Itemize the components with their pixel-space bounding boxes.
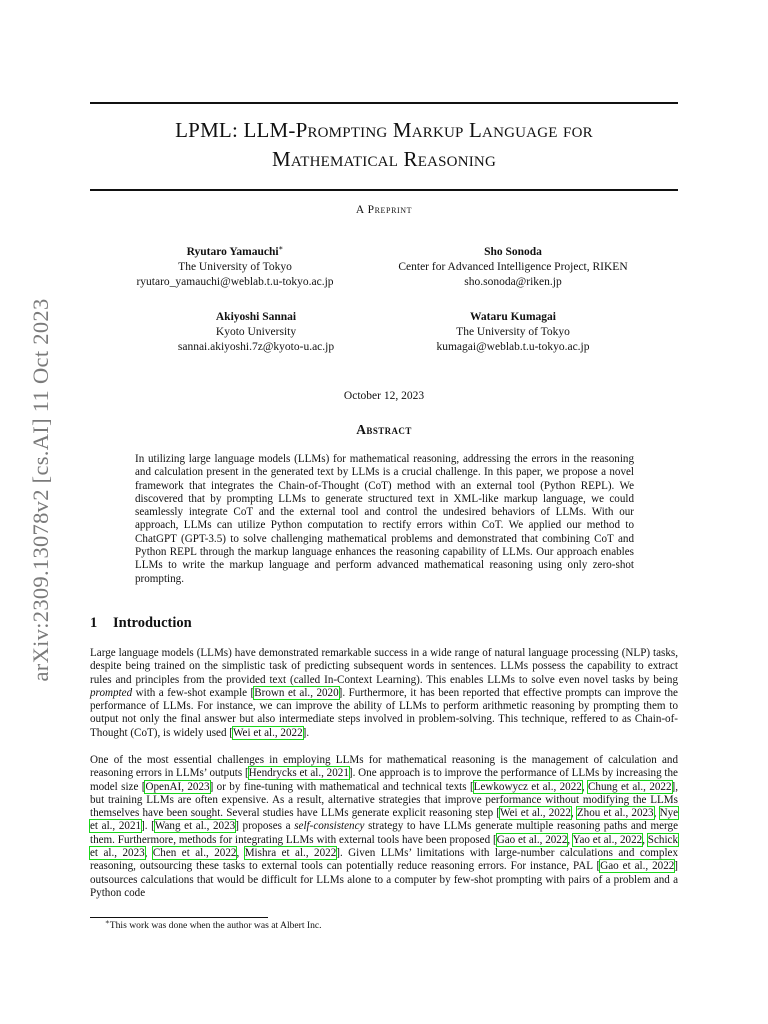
intro-paragraph-1: Large language models (LLMs) have demonstrated remarkable success in a wide range of natural language processing (NLP) tasks, despite being trained on the simplistic task of predicting subsequent words in sentences. LLMs possess the capability to extract rules and principles from the provided text (called In-Context Learning). This enables LLMs to solve even novel tasks by being prompted with a few-shot example [Brown et al., 2020]. Furthermore, it has been reported that effective prompts can improve the performance of LLMs. For instance, we can improve the ability of LLMs to perform arithmetic reasoning by prompting them to output not only the final answer but also intermediate steps involved in problem-solving. This technique, reffered to as Chain-of-Thought (CoT), is widely used [Wei et al., 2022]. xyxy=(90,647,678,739)
author-footnote-mark: ∗ xyxy=(278,244,284,253)
paper-date: October 12, 2023 xyxy=(343,390,425,402)
title-bottom-rule xyxy=(90,189,678,191)
citation-link[interactable]: Mishra et al., 2022 xyxy=(244,847,337,860)
citation-link[interactable]: Brown et al., 2020 xyxy=(254,686,339,699)
section-number: 1 xyxy=(90,615,98,631)
citation-link[interactable]: Wei et al., 2022 xyxy=(500,807,571,820)
abstract-text: In utilizing large language models (LLMs) for mathematical reasoning, addressing the errors in the reasoning and calculation present in the generated text by LLMs is a crucial challenge. In this paper, we propose a novel framework that integrates the Chain-of-Thought (CoT) method with an external tool (Python REPL). We discovered that by prompting LLMs to generate structured text in XML-like markup language, we could seamlessly integrate CoT and the external tool and control the undesired behaviors of LLMs. With our approach, LLMs can utilize Python computation to rectify errors within CoT. We applied our method to ChatGPT (GPT-3.5) to solve challenging mathematical problems and demonstrated that combining CoT and Python REPL through the markup language enhances the reasoning capability of LLMs. Our approach enables LLMs to write the markup language and perform advanced mathematical reasoning using only zero-shot prompting. xyxy=(135,453,634,585)
citation-link[interactable]: Wang et al., 2023 xyxy=(154,820,236,833)
citation-link[interactable]: Hendrycks et al., 2021 xyxy=(248,767,349,780)
citation-link[interactable]: Yao et al., 2022 xyxy=(572,833,643,846)
author-email[interactable]: kumagai@weblab.t.u-tokyo.ac.jp xyxy=(436,341,590,353)
title-top-rule xyxy=(90,102,678,104)
author-email[interactable]: sho.sonoda@riken.jp xyxy=(464,276,562,288)
author-name: Ryutaro Yamauchi xyxy=(186,246,279,258)
author-email[interactable]: ryutaro_yamauchi@weblab.t.u-tokyo.ac.jp xyxy=(136,276,334,288)
author-block-2 xyxy=(353,245,673,290)
author-affiliation: Center for Advanced Intelligence Project, RIKEN xyxy=(398,261,628,273)
citation-link[interactable]: OpenAI, 2023 xyxy=(145,780,210,793)
author-block-1 xyxy=(75,245,395,290)
citation-link[interactable]: Nye et al., 2021 xyxy=(90,807,679,833)
author-affiliation: Kyoto University xyxy=(215,326,297,338)
author-affiliation: The University of Tokyo xyxy=(178,261,292,273)
paper-title xyxy=(90,116,678,174)
footnote-rule xyxy=(90,917,268,918)
citation-link[interactable]: Chen et al., 2022 xyxy=(152,847,237,860)
citation-link[interactable]: Chung et al., 2022 xyxy=(588,780,672,793)
citation-link[interactable]: Gao et al., 2022 xyxy=(496,833,568,846)
citation-link[interactable]: Lewkowycz et al., 2022 xyxy=(473,780,582,793)
section-heading xyxy=(90,615,192,632)
author-name: Sho Sonoda xyxy=(484,246,542,258)
author-email[interactable]: sannai.akiyoshi.7z@kyoto-u.ac.jp xyxy=(177,341,335,353)
author-block-4 xyxy=(353,310,673,355)
citation-link[interactable]: Gao et al., 2022 xyxy=(600,860,675,873)
emphasis: prompted xyxy=(90,686,133,699)
abstract-heading: Abstract xyxy=(356,422,412,437)
section-title: Introduction xyxy=(113,615,192,631)
citation-link[interactable]: Zhou et al., 2023 xyxy=(576,807,654,820)
footnote-mark: ∗ xyxy=(105,917,110,926)
emphasis: self-consistency xyxy=(294,820,365,833)
preprint-label: A Preprint xyxy=(355,204,413,216)
arxiv-identifier-sidebar: arXiv:2309.13078v2 [cs.AI] 11 Oct 2023 xyxy=(28,298,53,682)
citation-link[interactable]: Schick et al., 2023 xyxy=(90,833,678,860)
author-name: Wataru Kumagai xyxy=(470,311,556,323)
intro-paragraph-2: One of the most essential challenges in employing LLMs for mathematical reasoning is the management of calculation and reasoning errors in LLMs’ outputs [Hendrycks et al., 2021]. One approach is to improve the performance of LLMs by increasing the model size [OpenAI, 2023] or by fine-tuning with mathematical and technical texts [Lewkowycz et al., 2022, Chung et al., 2022], but training LLMs are often expensive. As a result, alternative strategies that improve performance without modifying the LLMs themselves have been sought. Several studies have LLMs generate explicit reasoning step [Wei et al., 2022, Zhou et al., 2023, Nye et al., 2021]. [Wang et al., 2023] proposes a self-consistency strategy to have LLMs generate multiple reasoning paths and merge them. Furthermore, methods for integrating LLMs with external tools have been proposed [Gao et al., 2022, Yao et al., 2022, Schick et al., 2023, Chen et al., 2022, Mishra et al., 2022]. Given LLMs’ limitations with large-number calculations and complex reasoning, outsourcing these tasks to external tools can potentially reduce reasoning errors. For instance, PAL [Gao et al., 2022] outsources calculations that would be difficult for LLMs alone to a computer by few-shot prompting with pairs of a problem and a Python code xyxy=(90,754,679,899)
footnote-text: This work was done when the author was at Albert Inc. xyxy=(109,920,322,931)
title-line-1: LPML: LLM-Prompting Markup Language for xyxy=(175,118,593,142)
citation-link[interactable]: Wei et al., 2022 xyxy=(232,726,303,739)
title-line-2: Mathematical Reasoning xyxy=(272,147,496,171)
author-name: Akiyoshi Sannai xyxy=(215,311,297,323)
footnote xyxy=(105,917,322,931)
author-affiliation: The University of Tokyo xyxy=(456,326,570,338)
